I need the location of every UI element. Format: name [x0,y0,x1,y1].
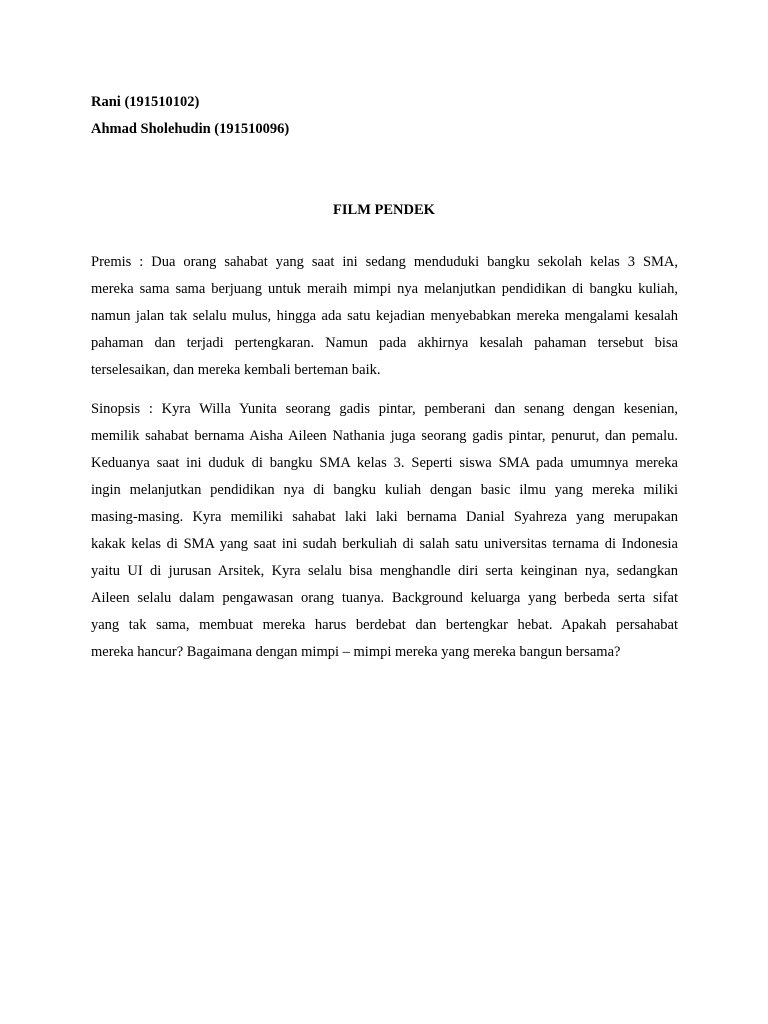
paragraph-line: yaitu UI di jurusan Arsitek, Kyra selalu bisa menghandle diri serta keinginan nya, sedangkan [91,563,678,579]
paragraph-line: terselesaikan, dan mereka kembali berteman baik. [91,362,381,378]
premis-paragraph [91,249,678,384]
paragraph-line: namun jalan tak selalu mulus, hingga ada satu kejadian menyebabkan mereka mengalami kesalah [91,308,678,324]
paragraph-line: yang tak sama, membuat mereka harus berdebat dan bertengkar hebat. Apakah persahabat [91,617,678,633]
paragraph-line: mereka sama sama berjuang untuk meraih mimpi nya melanjutkan pendidikan di bangku kuliah, [91,281,678,297]
paragraph-line: memilik sahabat bernama Aisha Aileen Nathania juga seorang gadis pintar, penurut, dan pemalu. [91,428,678,444]
author-name: Ahmad Sholehudin (191510096) [91,121,290,137]
author-name: Rani (191510102) [91,94,200,110]
paragraph-line: kakak kelas di SMA yang saat ini sudah berkuliah di salah satu universitas ternama di Indonesia [91,536,678,552]
paragraph-line: Aileen selalu dalam pengawasan orang tuanya. Background keluarga yang berbeda serta sifat [91,590,678,606]
paragraph-line: pahaman dan terjadi pertengkaran. Namun pada akhirnya kesalah pahaman tersebut bisa [91,335,678,351]
paragraph-line: Keduanya saat ini duduk di bangku SMA kelas 3. Seperti siswa SMA pada umumnya mereka [91,455,678,471]
paragraph-line: Premis : Dua orang sahabat yang saat ini sedang menduduki bangku sekolah kelas 3 SMA, [91,254,678,270]
paragraph-line: Sinopsis : Kyra Willa Yunita seorang gadis pintar, pemberani dan senang dengan kesenian, [91,401,678,417]
paragraph-line: ingin melanjutkan pendidikan nya di bangku kuliah dengan basic ilmu yang mereka miliki [91,482,678,498]
document-title: FILM PENDEK [333,202,435,218]
paragraph-line: masing-masing. Kyra memiliki sahabat laki laki bernama Danial Syahreza yang merupakan [91,509,678,525]
sinopsis-paragraph [91,396,678,666]
paragraph-line: mereka hancur? Bagaimana dengan mimpi – mimpi mereka yang mereka bangun bersama? [91,644,621,660]
author-list [91,92,491,146]
